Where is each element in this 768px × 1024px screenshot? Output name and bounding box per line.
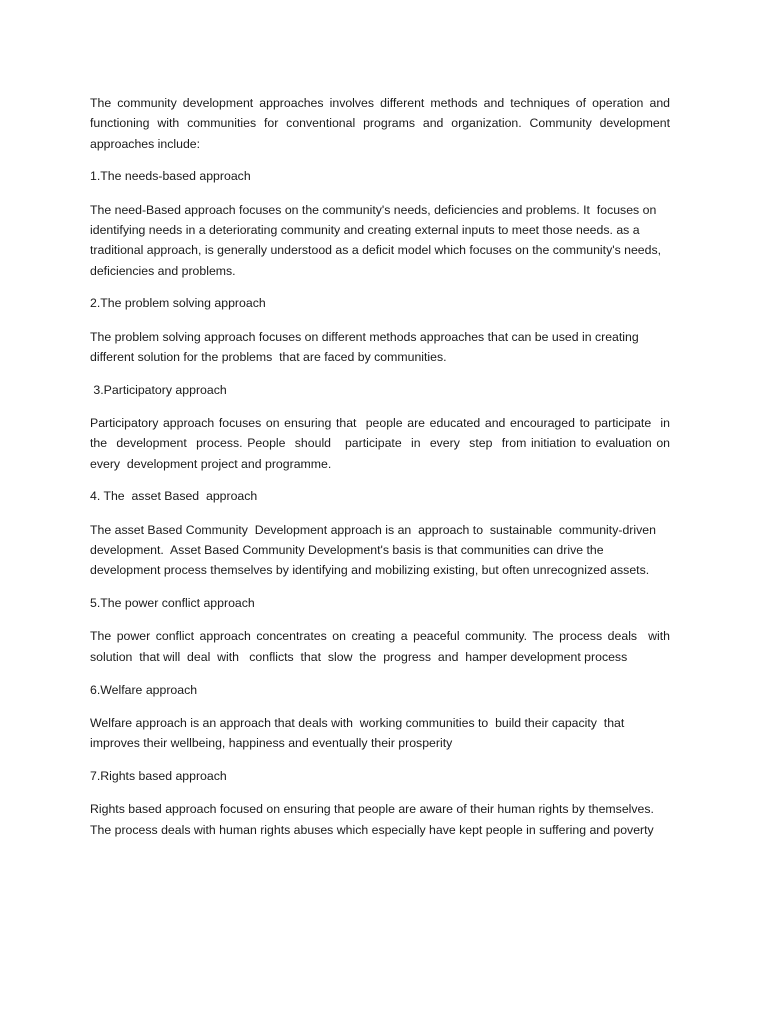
section-heading-problem-solving: 2.The problem solving approach <box>90 296 266 311</box>
section-body-welfare: Welfare approach is an approach that deals with working communities to build their capacity that improves their wellbeing, happiness and eventually their prosperity <box>90 715 628 751</box>
section-heading-needs-based: 1.The needs-based approach <box>90 169 251 184</box>
section-heading-participatory: 3.Participatory approach <box>90 382 227 397</box>
section-body-needs-based: The need-Based approach focuses on the community's needs, deficiencies and problems. It focuses on identifying needs in a deteriorating community and creating external inputs to meet those needs. as a traditional approach, is generally understood as a deficit model which focuses on the community's needs, deficiencies and problems. <box>90 202 665 278</box>
section-body-power-conflict: The power conflict approach concentrates on creating a peaceful community. The process deals with solution that will deal with conflicts that slow the progress and hamper development process <box>90 629 674 664</box>
section-heading-welfare: 6.Welfare approach <box>90 682 198 697</box>
section-heading-power-conflict: 5.The power conflict approach <box>90 596 255 611</box>
section-body-participatory: Participatory approach focuses on ensuring that people are educated and encouraged to participate in the development process. People should participate in every step from initiation to evaluation on every development project and programme. <box>90 416 674 471</box>
section-heading-rights-based: 7.Rights based approach <box>90 768 227 783</box>
intro-paragraph: The community development approaches involves different methods and techniques of operation and functioning with communities for conventional programs and organization. Community development approaches include: <box>90 96 674 151</box>
section-body-problem-solving: The problem solving approach focuses on different methods approaches that can be used in creating different solution for the problems that are faced by communities. <box>90 329 643 364</box>
section-heading-asset-based: 4. The asset Based approach <box>90 489 258 504</box>
section-body-asset-based: The asset Based Community Development approach is an approach to sustainable community-driven development. Asset Based Community Development's basis is that communities can drive the development process themselves by identifying and mobilizing existing, but often unrecognized assets. <box>90 522 660 578</box>
document-body <box>90 93 674 852</box>
section-body-rights-based: Rights based approach focused on ensuring that people are aware of their human rights by themselves. The process deals with human rights abuses which especially have kept people in suffering and poverty <box>90 802 658 837</box>
